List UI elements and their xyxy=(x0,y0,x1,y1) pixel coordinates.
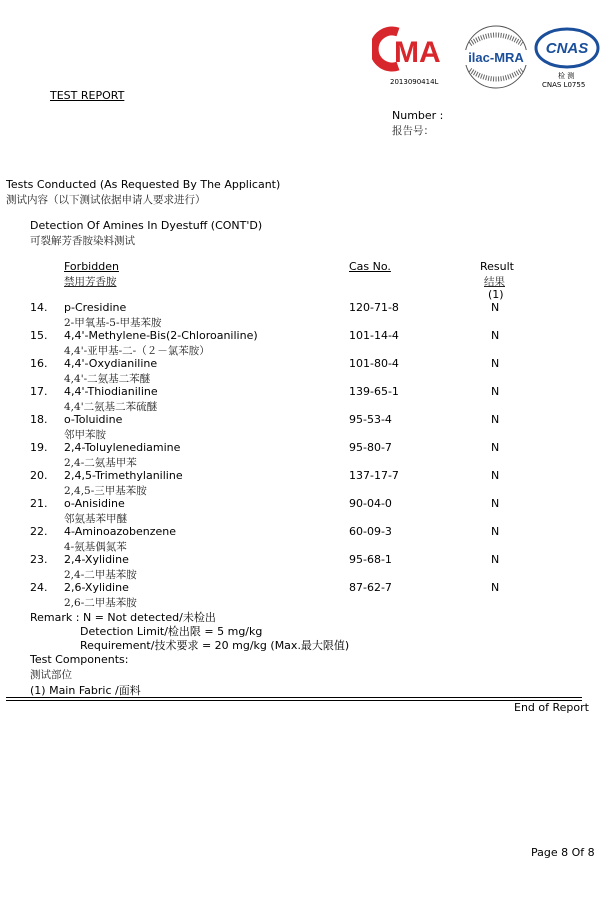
table-row xyxy=(0,497,600,525)
amine-name-en: 4-Aminoazobenzene xyxy=(64,525,176,538)
table-row xyxy=(0,357,600,385)
row-number: 22. xyxy=(30,525,48,538)
row-number: 23. xyxy=(30,553,48,566)
table-row xyxy=(0,441,600,469)
cas-number: 101-14-4 xyxy=(349,329,399,342)
amine-name-zh: 4,4'-亚甲基-二-（２－氯苯胺） xyxy=(64,345,210,357)
row-number: 18. xyxy=(30,413,48,426)
row-number: 14. xyxy=(30,301,48,314)
cas-number: 87-62-7 xyxy=(349,581,392,594)
amine-name-en: 4,4'-Methylene-Bis(2-Chloroaniline) xyxy=(64,329,258,342)
amine-name-zh: 2,4-二甲基苯胺 xyxy=(64,569,137,581)
amine-name-zh: 2,6-二甲基苯胺 xyxy=(64,597,137,609)
remark-line: Remark : N = Not detected/未检出 xyxy=(30,611,216,624)
amine-name-zh: 2,4,5-三甲基苯胺 xyxy=(64,485,147,497)
cas-number: 95-80-7 xyxy=(349,441,392,454)
amine-name-zh: 2,4-二氨基甲苯 xyxy=(64,457,137,469)
table-row xyxy=(0,553,600,581)
amine-name-en: 4,4'-Thiodianiline xyxy=(64,385,158,398)
result-value: N xyxy=(491,469,500,482)
cas-number: 90-04-0 xyxy=(349,497,392,510)
cma-logo-text: MA xyxy=(394,36,441,69)
table-row xyxy=(0,413,600,441)
result-value: N xyxy=(491,357,500,370)
result-value: N xyxy=(491,581,500,594)
row-number: 24. xyxy=(30,581,48,594)
row-number: 16. xyxy=(30,357,48,370)
report-title: TEST REPORT xyxy=(50,89,125,102)
amine-name-en: 2,4-Xylidine xyxy=(64,553,129,566)
cnas-logo-caption-top: 检 测 xyxy=(558,72,575,80)
components-title-en: Test Components: xyxy=(30,653,129,666)
amine-name-zh: 4,4'-二氨基二苯醚 xyxy=(64,373,151,385)
amine-name-zh: 邻甲苯胺 xyxy=(64,429,106,441)
amine-name-en: 4,4'-Oxydianiline xyxy=(64,357,158,370)
cnas-logo-caption: CNAS L0755 xyxy=(542,81,586,89)
cnas-logo xyxy=(534,26,600,92)
cas-number: 120-71-8 xyxy=(349,301,399,314)
column-header-forbidden-zh: 禁用芳香胺 xyxy=(64,276,117,288)
result-value: N xyxy=(491,329,500,342)
cnas-logo-mark xyxy=(534,26,600,72)
result-value: N xyxy=(491,441,500,454)
cas-number: 139-65-1 xyxy=(349,385,399,398)
cas-number: 60-09-3 xyxy=(349,525,392,538)
subsection-title-en: Detection Of Amines In Dyestuff (CONT'D) xyxy=(30,219,263,232)
ilac-logo-text: ilac-MRA xyxy=(468,50,524,65)
table-row xyxy=(0,301,600,329)
requirement-line: Requirement/技术要求 = 20 mg/kg (Max.最大限值) xyxy=(80,639,350,652)
cma-logo-caption: 2013090414L xyxy=(390,78,439,86)
result-value: N xyxy=(491,301,500,314)
row-number: 21. xyxy=(30,497,48,510)
amine-name-zh: 4-氨基偶氮苯 xyxy=(64,541,127,553)
column-header-cas: Cas No. xyxy=(349,260,391,273)
cas-number: 137-17-7 xyxy=(349,469,399,482)
number-label-en: Number : xyxy=(392,109,444,122)
cas-number: 95-68-1 xyxy=(349,553,392,566)
detection-limit-line: Detection Limit/检出限 = 5 mg/kg xyxy=(80,625,263,638)
end-of-report: End of Report xyxy=(514,701,589,714)
cnas-logo-text: CNAS xyxy=(545,40,589,57)
row-number: 20. xyxy=(30,469,48,482)
amine-name-en: 2,4-Toluylenediamine xyxy=(64,441,181,454)
page-number: Page 8 Of 8 xyxy=(531,846,595,859)
row-number: 17. xyxy=(30,385,48,398)
table-row xyxy=(0,525,600,553)
ilac-mra-logo-mark xyxy=(462,22,530,92)
cas-number: 95-53-4 xyxy=(349,413,392,426)
divider-line-bottom xyxy=(6,700,582,701)
result-value: N xyxy=(491,497,500,510)
table-row xyxy=(0,469,600,497)
amine-name-zh: 2-甲氧基-5-甲基苯胺 xyxy=(64,317,162,329)
column-header-result-sub: (1) xyxy=(488,288,504,301)
cas-number: 101-80-4 xyxy=(349,357,399,370)
section-title-zh: 测试内容（以下测试依据申请人要求进行） xyxy=(6,194,206,206)
cma-logo xyxy=(372,26,452,86)
cma-logo-mark xyxy=(372,26,452,72)
amine-name-en: 2,6-Xylidine xyxy=(64,581,129,594)
result-value: N xyxy=(491,553,500,566)
amine-name-zh: 邻氨基苯甲醚 xyxy=(64,513,127,525)
amine-name-en: o-Toluidine xyxy=(64,413,123,426)
components-title-zh: 测试部位 xyxy=(30,669,72,681)
amine-name-en: 2,4,5-Trimethylaniline xyxy=(64,469,183,482)
table-row xyxy=(0,329,600,357)
row-number: 19. xyxy=(30,441,48,454)
component-item: (1) Main Fabric /面料 xyxy=(30,684,141,697)
result-value: N xyxy=(491,385,500,398)
row-number: 15. xyxy=(30,329,48,342)
column-header-result-en: Result xyxy=(480,260,514,273)
amine-name-zh: 4,4'二氨基二苯硫醚 xyxy=(64,401,158,413)
amine-name-en: o-Anisidine xyxy=(64,497,125,510)
column-header-forbidden-en: Forbidden xyxy=(64,260,119,273)
subsection-title-zh: 可裂解芳香胺染料测试 xyxy=(30,235,135,247)
result-value: N xyxy=(491,525,500,538)
amine-name-en: p-Cresidine xyxy=(64,301,127,314)
ilac-mra-logo xyxy=(462,22,530,92)
divider-line-top xyxy=(6,697,582,698)
section-title-en: Tests Conducted (As Requested By The Applicant) xyxy=(6,178,281,191)
number-label-zh: 报告号： xyxy=(392,125,434,137)
table-row xyxy=(0,581,600,609)
result-value: N xyxy=(491,413,500,426)
table-row xyxy=(0,385,600,413)
column-header-result-zh: 结果 xyxy=(484,276,505,288)
